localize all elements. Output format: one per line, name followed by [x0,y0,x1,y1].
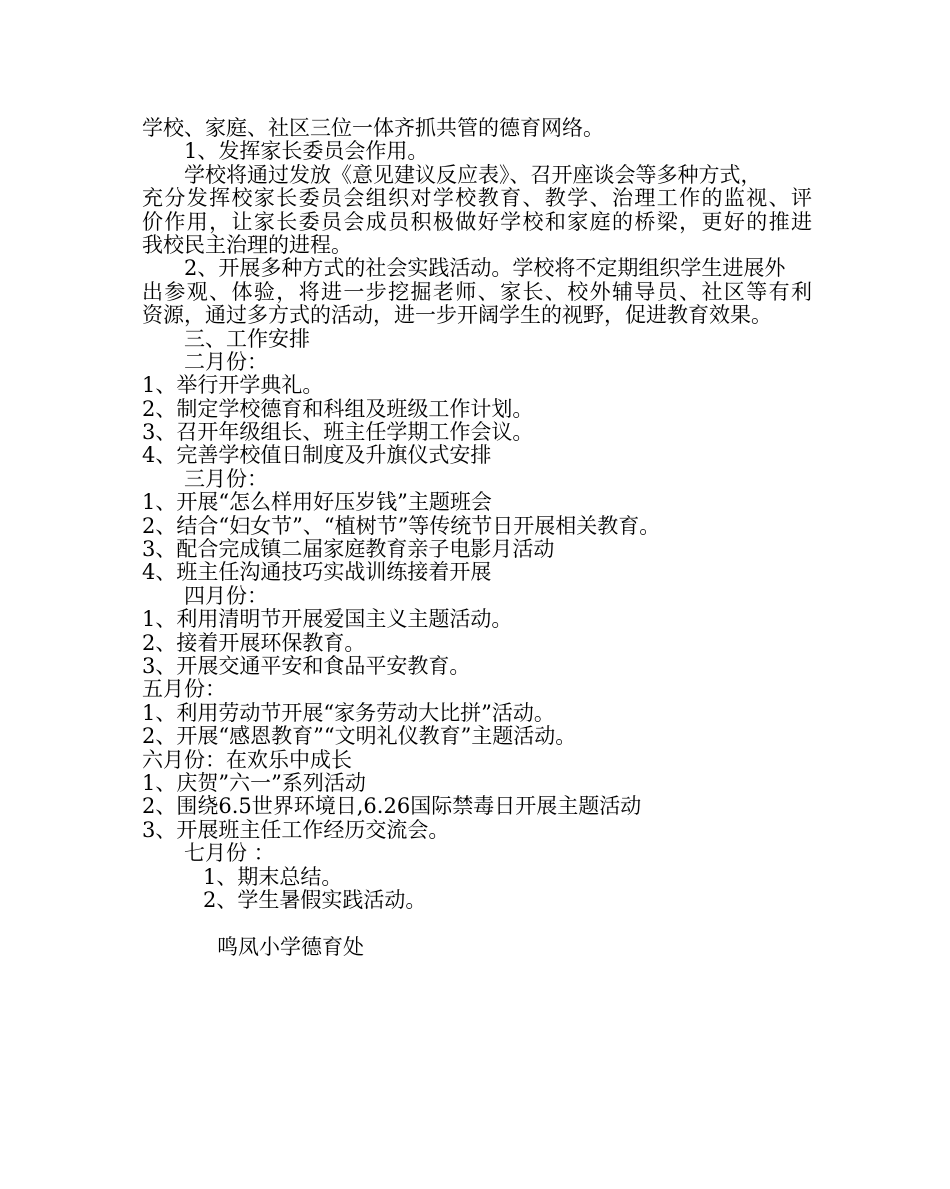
list-item: 4、班主任沟通技巧实战训练接着开展 [142,560,492,585]
list-item: 3、配合完成镇二届家庭教育亲子电影月活动 [142,537,555,562]
month-heading: 七月份 ： [184,841,275,866]
list-item: 1、举行开学典礼。 [142,373,324,398]
list-item: 2、开展“感恩教育”“文明礼仪教育”主题活动。 [142,724,577,749]
paragraph-line: 学校将通过发放《意见建议反应表》、召开座谈会等多种方式， [184,162,762,187]
blank-line [142,912,812,935]
list-item: 2、围绕6.5世界环境日,6.26国际禁毒日开展主题活动 [142,794,642,819]
paragraph-line: 我校民主治理的进程。 [142,232,352,257]
list-item: 1、开展“怎么样用好压岁钱”主题班会 [142,490,492,515]
signature: 鸣凤小学德育处 [217,934,364,959]
paragraph-line: 资源，通过多方式的活动，进一步开阔学生的视野，促进教育效果。 [142,303,772,328]
section-heading: 1、发挥家长委员会作用。 [184,139,429,164]
list-item: 2、接着开展环保教育。 [142,630,366,655]
text-line: 学校、家庭、社区三位一体齐抓共管的德育网络。 [142,116,604,140]
list-item: 1、期末总结。 [203,864,343,889]
document-body [142,117,812,959]
paragraph-line: 充分发挥校家长委员会组织对学校教育、教学、治理工作的监视、评 [142,186,812,211]
list-item: 1、利用清明节开展爱国主义主题活动。 [142,607,513,632]
month-heading: 六月份：在欢乐中成长 [142,747,352,772]
list-item: 2、学生暑假实践活动。 [203,887,427,912]
list-item: 3、开展班主任工作经历交流会。 [142,817,450,842]
list-item: 2、结合“妇女节”、“植树节”等传统节日开展相关教育。 [142,513,661,538]
month-heading: 五月份： [142,677,226,702]
month-heading: 三月份： [184,466,268,491]
month-heading: 二月份： [184,349,268,374]
list-item: 2、制定学校德育和科组及班级工作计划。 [142,396,534,421]
section-heading: 三、工作安排 [184,326,310,351]
list-item: 1、利用劳动节开展“家务劳动大比拼”活动。 [142,700,555,725]
list-item: 3、开展交通平安和食品平安教育。 [142,653,471,678]
month-heading: 四月份： [184,583,268,608]
list-item: 3、召开年级组长、班主任学期工作会议。 [142,420,534,445]
paragraph-line: 价作用，让家长委员会成员积极做好学校和家庭的桥梁，更好的推进 [142,209,812,234]
list-item: 4、完善学校值日制度及升旗仪式安排 [142,443,492,468]
paragraph-line: 出参观、体验，将进一步挖掘老师、家长、校外辅导员、社区等有利 [142,279,812,304]
paragraph-line: 2、开展多种方式的社会实践活动。学校将不定期组织学生进展外 [184,256,786,281]
list-item: 1、庆贺”六一”系列活动 [142,770,366,795]
